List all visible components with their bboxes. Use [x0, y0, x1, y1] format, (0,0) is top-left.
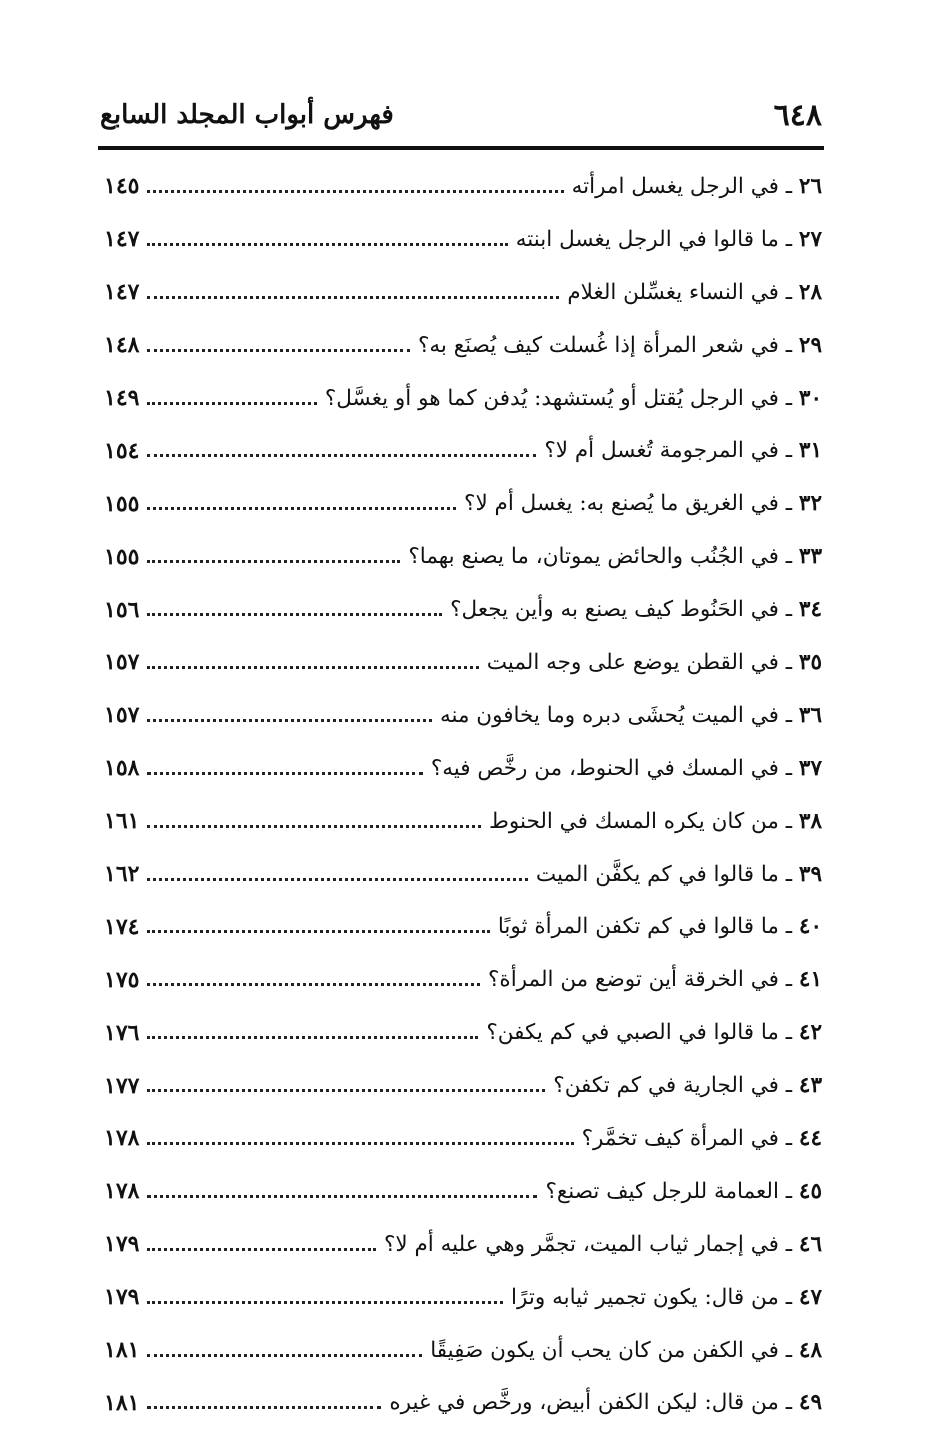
entry-title: ٢٧ ـ ما قالوا في الرجل يغسل ابنته: [515, 226, 822, 252]
entry-page-number: ١٦٢: [104, 861, 140, 888]
entry-label: في شعر المرأة إذا غُسلت كيف يُصنَع به؟: [417, 332, 779, 358]
entry-label: في الرجل يغسل امرأته: [571, 173, 779, 199]
entry-title: ٤٧ ـ من قال: يكون تجمير ثيابه وترًا: [511, 1284, 822, 1310]
entry-title: ٤٥ ـ العمامة للرجل كيف تصنع؟: [545, 1178, 822, 1204]
entry-label: في المسك في الحنوط، من رخَّص فيه؟: [430, 755, 779, 781]
dot-leader: [147, 1301, 503, 1304]
dot-leader: [147, 1195, 537, 1198]
dot-leader: [147, 1406, 381, 1409]
dot-leader: [147, 349, 409, 352]
page-header: [100, 92, 822, 138]
entry-title: ٤٩ ـ من قال: ليكن الكفن أبيض، ورخَّص في غيره: [389, 1390, 822, 1416]
entry-title: ٤١ ـ في الخرقة أين توضع من المرأة؟: [488, 967, 822, 993]
toc-entry: [104, 795, 822, 848]
entry-page-number: ١٦١: [104, 808, 140, 835]
entry-label: في الميت يُحشَى دبره وما يخافون منه: [439, 702, 779, 728]
entry-number: ٣٥: [798, 649, 822, 675]
dot-leader: [147, 1036, 478, 1039]
entry-number: ٤٢: [798, 1020, 822, 1046]
entry-title: ٤٣ ـ في الجارية في كم تكفن؟: [553, 1073, 822, 1099]
entry-page-number: ١٤٥: [104, 173, 140, 200]
toc-entry: [104, 900, 822, 953]
entry-title: ٣٩ ـ ما قالوا في كم يكفَّن الميت: [535, 861, 822, 887]
toc-entry: [104, 1218, 822, 1271]
dot-leader: [147, 296, 559, 299]
entry-label: في الجُنُب والحائض يموتان، ما يصنع بهما؟: [408, 544, 779, 570]
toc-entry: [104, 742, 822, 795]
toc-entry: [104, 689, 822, 742]
entry-page-number: ١٤٨: [104, 332, 140, 359]
entry-title: ٤٠ ـ ما قالوا في كم تكفن المرأة ثوبًا: [497, 914, 822, 940]
dot-leader: [147, 772, 422, 775]
entry-title: ٢٩ ـ في شعر المرأة إذا غُسلت كيف يُصنَع به؟: [417, 332, 822, 358]
dot-leader: [147, 454, 536, 457]
entry-number: ٣٠: [798, 385, 822, 411]
toc-entry: [104, 477, 822, 530]
entry-title: ٣١ ـ في المرجومة تُغسل أم لا؟: [544, 438, 822, 464]
dot-leader: [147, 930, 489, 933]
entry-page-number: ١٥٧: [104, 702, 140, 729]
toc-entry: [104, 583, 822, 636]
entry-label: في المرجومة تُغسل أم لا؟: [544, 438, 779, 464]
entry-page-number: ١٥٨: [104, 755, 140, 782]
dot-leader: [147, 1354, 422, 1357]
entry-number: ٣٧: [798, 755, 822, 781]
toc-entry: [104, 1112, 822, 1165]
toc-entry: [104, 636, 822, 689]
entry-page-number: ١٥٥: [104, 543, 140, 570]
entry-title: ٣٠ ـ في الرجل يُقتل أو يُستشهد: يُدفن كما هو أو يغسَّل؟: [324, 385, 822, 411]
entry-page-number: ١٥٥: [104, 490, 140, 517]
dot-leader: [147, 507, 456, 510]
entry-page-number: ١٧٧: [104, 1072, 140, 1099]
entry-number: ٤٥: [798, 1178, 822, 1204]
entry-title: ٣٧ ـ في المسك في الحنوط، من رخَّص فيه؟: [430, 755, 822, 781]
entry-label: ما قالوا في كم تكفن المرأة ثوبًا: [497, 914, 779, 940]
entry-title: ٤٤ ـ في المرأة كيف تخمَّر؟: [581, 1125, 822, 1151]
entry-page-number: ١٨١: [104, 1389, 140, 1416]
entry-title: ٤٢ ـ ما قالوا في الصبي في كم يكفن؟: [486, 1020, 822, 1046]
entry-number: ٢٧: [798, 226, 822, 252]
page-number: ٦٤٨: [773, 97, 822, 133]
entry-label: من كان يكره المسك في الحنوط: [488, 808, 779, 834]
toc-entry: [104, 160, 822, 213]
toc-entry: [104, 1376, 822, 1429]
entry-number: ٣٩: [798, 861, 822, 887]
dot-leader: [147, 613, 442, 616]
toc-entry: [104, 953, 822, 1006]
toc-entry: [104, 319, 822, 372]
dot-leader: [147, 402, 316, 405]
dot-leader: [147, 1248, 376, 1251]
entry-label: في الخرقة أين توضع من المرأة؟: [488, 967, 779, 993]
entry-number: ٣٤: [798, 597, 822, 623]
entry-title: ٣٨ ـ من كان يكره المسك في الحنوط: [488, 808, 822, 834]
dot-leader: [147, 666, 478, 669]
toc-entry: [104, 848, 822, 901]
toc-entry: [104, 213, 822, 266]
entry-label: في الكفن من كان يحب أن يكون صَفِيقًا: [430, 1337, 779, 1363]
entry-page-number: ١٧٨: [104, 1178, 140, 1205]
entry-page-number: ١٨١: [104, 1337, 140, 1364]
entry-number: ٣١: [798, 438, 822, 464]
entry-page-number: ١٧٩: [104, 1231, 140, 1258]
entry-page-number: ١٥٧: [104, 649, 140, 676]
entry-page-number: ١٤٩: [104, 385, 140, 411]
entry-label: في الغريق ما يُصنع به: يغسل أم لا؟: [464, 491, 779, 517]
entry-label: في الجارية في كم تكفن؟: [553, 1073, 779, 1099]
entry-title: ٣٦ ـ في الميت يُحشَى دبره وما يخافون منه: [439, 702, 822, 728]
entry-number: ٤٦: [798, 1231, 822, 1257]
entry-title: ٢٦ ـ في الرجل يغسل امرأته: [571, 173, 822, 199]
entry-label: في الرجل يُقتل أو يُستشهد: يُدفن كما هو أو يغسَّل؟: [324, 385, 779, 411]
entry-title: ٤٨ ـ في الكفن من كان يحب أن يكون صَفِيقًا: [430, 1337, 822, 1363]
entry-number: ٢٨: [798, 279, 822, 305]
entry-label: ما قالوا في كم يكفَّن الميت: [535, 861, 779, 887]
entry-title: ٤٦ ـ في إجمار ثياب الميت، تجمَّر وهي عليه أم لا؟: [383, 1231, 822, 1257]
entry-page-number: ١٧٨: [104, 1125, 140, 1152]
entry-label: ما قالوا في الصبي في كم يكفن؟: [486, 1020, 779, 1046]
dot-leader: [147, 560, 400, 563]
entry-page-number: ١٧٩: [104, 1284, 140, 1311]
entry-label: في إجمار ثياب الميت، تجمَّر وهي عليه أم لا؟: [383, 1231, 779, 1257]
toc-entry: [104, 530, 822, 583]
dot-leader: [147, 983, 480, 986]
toc-entry: [104, 1006, 822, 1059]
entry-number: ٢٩: [798, 332, 822, 358]
table-of-contents: [104, 160, 822, 1429]
entry-label: من قال: ليكن الكفن أبيض، ورخَّص في غيره: [389, 1390, 779, 1416]
entry-number: ٢٦: [798, 173, 822, 199]
dot-leader: [147, 1142, 573, 1145]
entry-page-number: ١٥٦: [104, 596, 140, 623]
entry-title: ٢٨ ـ في النساء يغسِّلن الغلام: [567, 279, 822, 305]
entry-label: ما قالوا في الرجل يغسل ابنته: [515, 226, 779, 252]
toc-entry: [104, 1324, 822, 1377]
entry-number: ٣٣: [798, 544, 822, 570]
entry-number: ٣٨: [798, 808, 822, 834]
entry-label: العمامة للرجل كيف تصنع؟: [545, 1178, 779, 1204]
entry-number: ٤٠: [798, 914, 822, 940]
entry-title: ٣٤ ـ في الحَنُوط كيف يصنع به وأين يجعل؟: [450, 597, 822, 623]
header-divider: [98, 146, 824, 150]
entry-label: من قال: يكون تجمير ثيابه وترًا: [511, 1284, 779, 1310]
entry-number: ٣٦: [798, 702, 822, 728]
entry-page-number: ١٤٧: [104, 279, 140, 306]
entry-number: ٤٧: [798, 1284, 822, 1310]
dot-leader: [147, 243, 507, 246]
entry-page-number: ١٧٥: [104, 966, 140, 993]
entry-label: في المرأة كيف تخمَّر؟: [581, 1125, 779, 1151]
entry-number: ٤١: [798, 967, 822, 993]
toc-entry: [104, 1165, 822, 1218]
entry-number: ٤٣: [798, 1073, 822, 1099]
entry-label: في القطن يوضع على وجه الميت: [486, 649, 779, 675]
entry-title: ٣٢ ـ في الغريق ما يُصنع به: يغسل أم لا؟: [464, 491, 822, 517]
entry-label: في النساء يغسِّلن الغلام: [567, 279, 779, 305]
dot-leader: [147, 190, 563, 193]
dot-leader: [147, 878, 527, 881]
dot-leader: [147, 825, 481, 828]
toc-entry: [104, 1059, 822, 1112]
entry-number: ٤٤: [798, 1125, 822, 1151]
entry-number: ٤٩: [798, 1390, 822, 1416]
entry-title: ٣٣ ـ في الجُنُب والحائض يموتان، ما يصنع بهما؟: [408, 544, 822, 570]
entry-page-number: ١٤٧: [104, 226, 140, 253]
entry-page-number: ١٥٤: [104, 437, 140, 464]
toc-entry: [104, 372, 822, 425]
entry-label: في الحَنُوط كيف يصنع به وأين يجعل؟: [450, 597, 779, 623]
toc-entry: [104, 266, 822, 319]
dot-leader: [147, 719, 431, 722]
entry-page-number: ١٧٤: [104, 913, 140, 940]
toc-entry: [104, 1271, 822, 1324]
dot-leader: [147, 1089, 545, 1092]
toc-entry: [104, 424, 822, 477]
entry-number: ٤٨: [798, 1337, 822, 1363]
entry-page-number: ١٧٦: [104, 1019, 140, 1046]
entry-title: ٣٥ ـ في القطن يوضع على وجه الميت: [486, 649, 822, 675]
running-title: فهرس أبواب المجلد السابع: [100, 100, 394, 130]
entry-number: ٣٢: [798, 491, 822, 517]
